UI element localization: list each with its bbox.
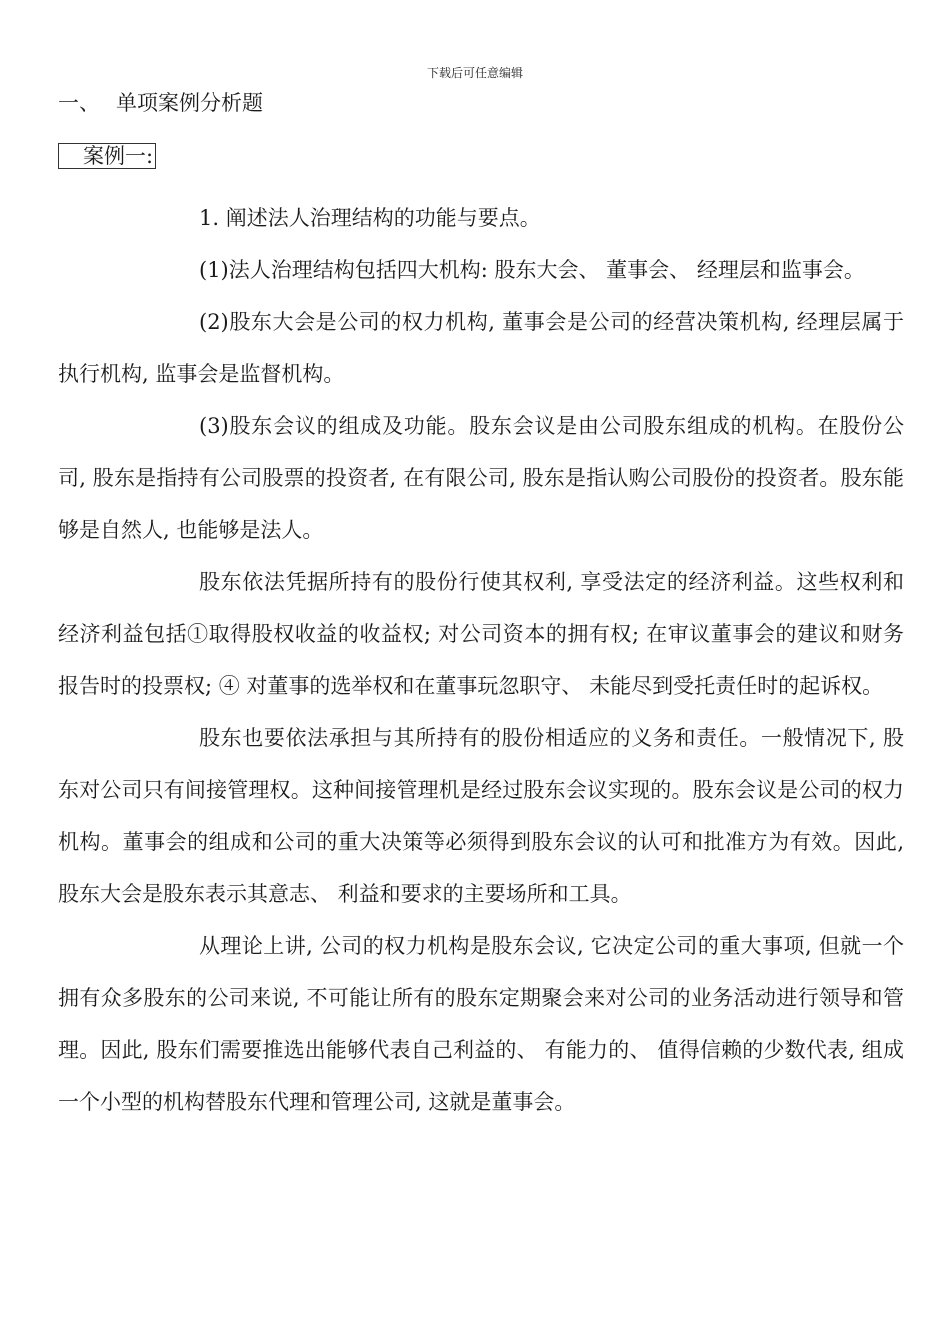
header-note: 下载后可任意编辑: [426, 66, 523, 80]
section-title: 单项案例分析题: [116, 91, 263, 115]
paragraph-shareholder-rights: 股东依法凭据所持有的股份行使其权利, 享受法定的经济利益。这些权利和经济利益包括①取得股权收益的收益权; 对公司资本的拥有权; 在审议董事会的建议和财务报告时的投票权; ④ 对董事的选举权和在董事玩忽职守、 未能尽到受托责任时的起诉权。: [58, 570, 904, 698]
body-text: [58, 192, 904, 1128]
section-number: 一、: [58, 91, 100, 115]
paragraph-point-1: (1)法人治理结构包括四大机构: 股东大会、 董事会、 经理层和监事会。: [199, 258, 865, 282]
paragraph-question: 1. 阐述法人治理结构的功能与要点。: [199, 206, 541, 230]
section-heading: [58, 88, 263, 118]
paragraph-shareholder-duties: 股东也要依法承担与其所持有的股份相适应的义务和责任。一般情况下, 股东对公司只有间接管理权。这种间接管理机是经过股东会议实现的。股东会议是公司的权力机构。董事会的组成和公司的重大决策等必须得到股东会议的认可和批准方为有效。因此, 股东大会是股东表示其意志、 利益和要求的主要场所和工具。: [58, 726, 904, 906]
case-label-box: 案例一:: [58, 143, 156, 169]
paragraph-point-2: (2)股东大会是公司的权力机构, 董事会是公司的经营决策机构, 经理层属于执行机构, 监事会是监督机构。: [58, 310, 904, 386]
paragraph-point-3: (3)股东会议的组成及功能。股东会议是由公司股东组成的机构。在股份公司, 股东是指持有公司股票的投资者, 在有限公司, 股东是指认购公司股份的投资者。股东能够是自然人, 也能够是法人。: [58, 414, 904, 542]
paragraph-board-theory: 从理论上讲, 公司的权力机构是股东会议, 它决定公司的重大事项, 但就一个拥有众多股东的公司来说, 不可能让所有的股东定期聚会来对公司的业务活动进行领导和管理。因此, 股东们需要推选出能够代表自己利益的、 有能力的、 值得信赖的少数代表, 组成一个小型的机构替股东代理和管理公司, 这就是董事会。: [58, 934, 904, 1114]
